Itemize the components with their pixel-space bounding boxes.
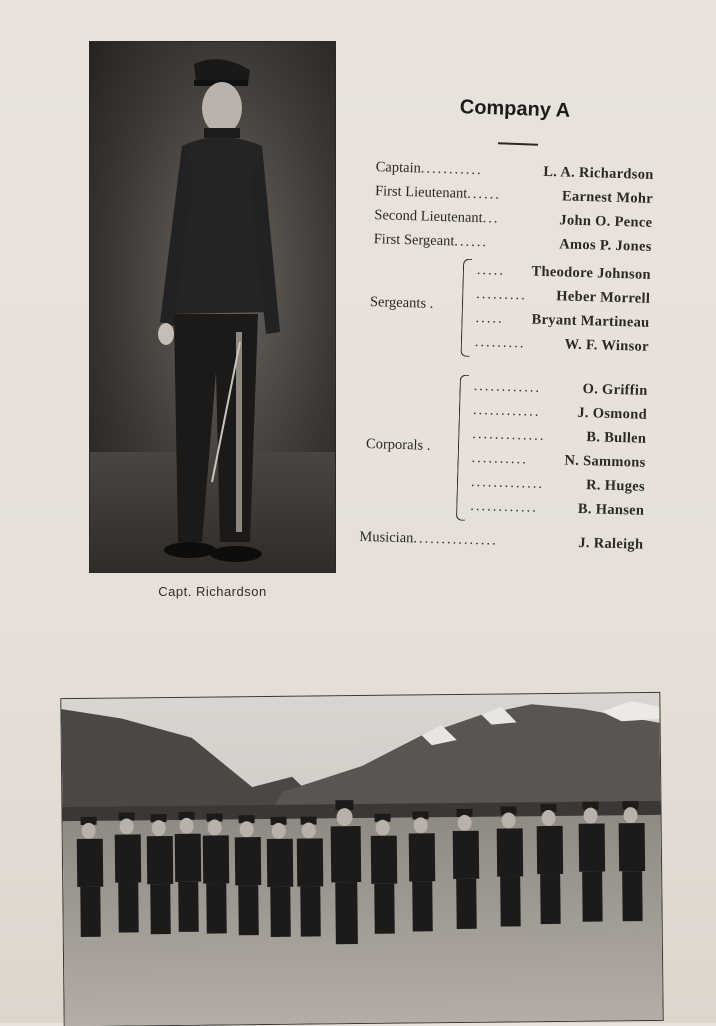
company-title: Company A <box>459 96 571 122</box>
corporal-row: ............ B. Hansen <box>470 497 645 519</box>
sergeants-bracket <box>460 259 472 357</box>
portrait-caption: Capt. Richardson <box>158 584 267 599</box>
sergeant-row: ......... Heber Morrell <box>476 286 651 307</box>
corporal-row: ............. B. Bullen <box>472 425 647 447</box>
corporals-bracket <box>456 375 469 521</box>
sergeant-row: ..... Bryant Martineau <box>475 310 650 331</box>
sergeant-row: ......... W. F. Winsor <box>474 334 650 355</box>
corporal-row: ............ J. Osmond <box>472 401 648 423</box>
title-divider <box>498 142 538 145</box>
roster-row-musician: Musician ............... J. Raleigh <box>359 528 644 553</box>
corporal-row: ............ O. Griffin <box>473 377 648 399</box>
sergeant-row: ..... Theodore Johnson <box>476 262 652 283</box>
roster-row-first-lieutenant: First Lieutenant ...... Earnest Mohr <box>374 183 654 207</box>
roster-row-second-lieutenant: Second Lieutenant ... John O. Pence <box>374 207 653 231</box>
corporals-label: Corporals . <box>365 436 431 454</box>
corporal-row: .......... N. Sammons <box>471 449 646 471</box>
sergeants-label: Sergeants . <box>369 294 434 312</box>
roster-row-first-sergeant: First Sergeant ...... Amos P. Jones <box>373 231 652 255</box>
company-group-photo <box>61 693 662 1026</box>
roster-row-captain: Captain ........... L. A. Richardson <box>375 159 654 183</box>
corporal-row: ............. R. Huges <box>470 473 646 495</box>
captain-portrait-photo <box>90 42 335 572</box>
company-roster <box>359 158 670 553</box>
